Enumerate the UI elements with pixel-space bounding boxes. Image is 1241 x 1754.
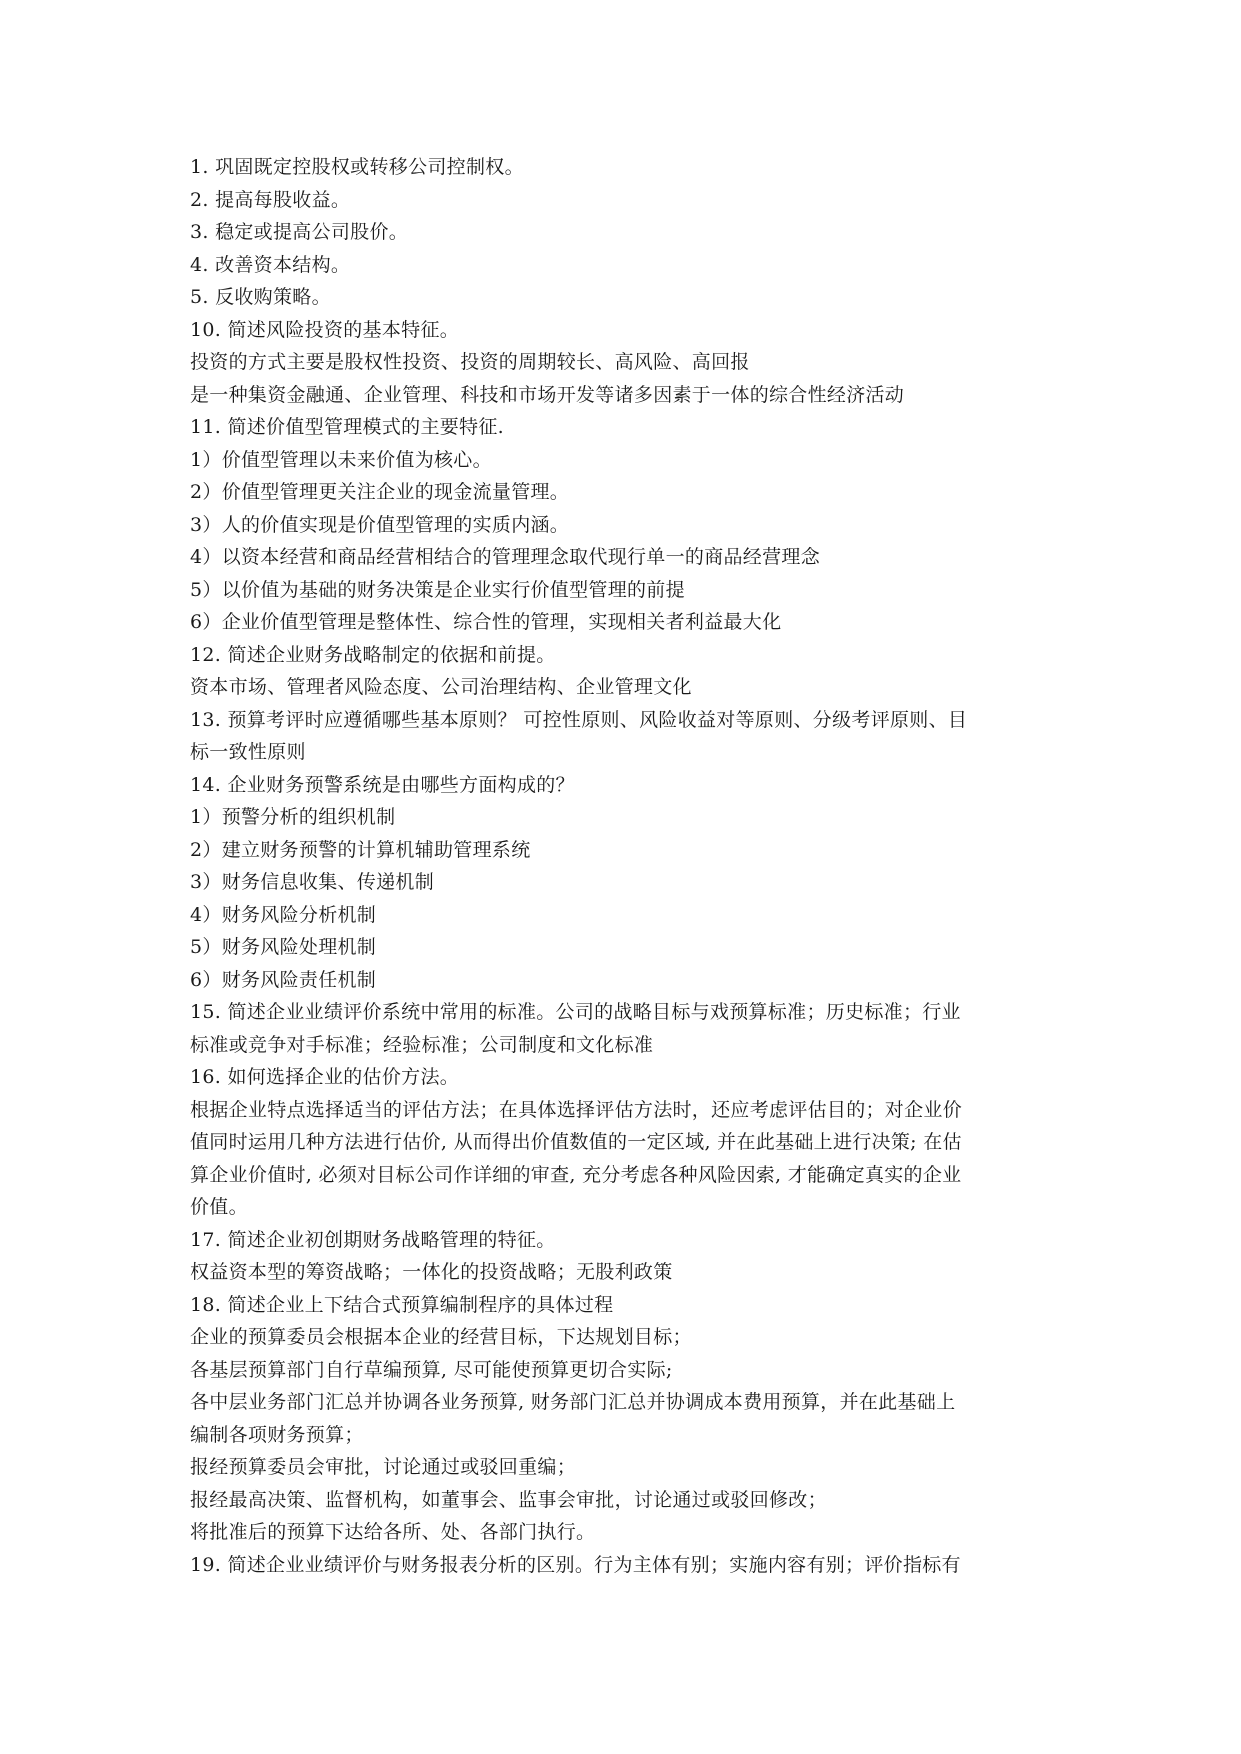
text-line: 5）以价值为基础的财务决策是企业实行价值型管理的前提 [190, 578, 685, 601]
question-heading: 17. 简述企业初创期财务战略管理的特征。 [190, 1228, 556, 1251]
text-line: 是一种集资金融通、企业管理、科技和市场开发等诸多因素于一体的综合性经济活动 [190, 383, 905, 406]
document-body [190, 151, 1062, 1581]
text-line: 价值。 [190, 1196, 248, 1218]
question-heading: 15. 简述企业业绩评价系统中常用的标准。公司的战略目标与戏预算标准；历史标准；行业 [190, 1001, 961, 1023]
text-line: 标准或竞争对手标准；经验标准；公司制度和文化标准 [190, 1033, 654, 1056]
text-line: 5. 反收购策略。 [190, 286, 331, 308]
text-line: 3）财务信息收集、传递机制 [190, 871, 434, 893]
text-line: 权益资本型的筹资战略；一体化的投资战略；无股利政策 [190, 1261, 673, 1283]
text-line: 标一致性原则 [190, 741, 306, 763]
text-line: 值同时运用几种方法进行估价, 从而得出价值数值的一定区域, 并在此基础上进行决策; 在估 [190, 1131, 962, 1153]
text-line: 1. 巩固既定控股权或转移公司控制权。 [190, 156, 524, 178]
text-line: 2）价值型管理更关注企业的现金流量管理。 [190, 481, 570, 503]
text-line: 资本市场、管理者风险态度、公司治理结构、企业管理文化 [190, 676, 692, 698]
text-line: 投资的方式主要是股权性投资、投资的周期较长、高风险、高回报 [190, 351, 750, 373]
text-line: 报经预算委员会审批，讨论通过或驳回重编； [190, 1456, 577, 1478]
question-heading: 16. 如何选择企业的估价方法。 [190, 1066, 460, 1088]
text-line: 4. 改善资本结构。 [190, 253, 351, 276]
text-line: 2. 提高每股收益。 [190, 188, 351, 211]
question-heading: 14. 企业财务预警系统是由哪些方面构成的？ [190, 773, 575, 796]
text-line: 算企业价值时, 必须对目标公司作详细的审查, 充分考虑各种风险因索, 才能确定真实的企业 [190, 1163, 962, 1186]
question-heading: 19. 简述企业业绩评价与财务报表分析的区别。行为主体有别；实施内容有别；评价指标有 [190, 1553, 961, 1576]
text-line: 1）预警分析的组织机制 [190, 806, 396, 828]
text-line: 6）企业价值型管理是整体性、综合性的管理，实现相关者利益最大化 [190, 611, 782, 633]
question-heading: 18. 简述企业上下结合式预算编制程序的具体过程 [190, 1293, 614, 1316]
text-line: 4）以资本经营和商品经营相结合的管理理念取代现行单一的商品经营理念 [190, 546, 820, 568]
question-heading: 10. 简述风险投资的基本特征。 [190, 318, 460, 341]
question-heading: 12. 简述企业财务战略制定的依据和前提。 [190, 643, 556, 666]
text-line: 将批准后的预算下达给各所、处、各部门执行。 [190, 1521, 596, 1543]
text-line: 3）人的价值实现是价值型管理的实质内涵。 [190, 513, 570, 536]
text-line: 1）价值型管理以未来价值为核心。 [190, 448, 492, 471]
text-line: 企业的预算委员会根据本企业的经营目标，下达规划目标； [190, 1326, 692, 1348]
text-line: 报经最高决策、监督机构，如董事会、监事会审批，讨论通过或驳回修改； [190, 1488, 827, 1511]
question-heading: 13. 预算考评时应遵循哪些基本原则？ 可控性原则、风险收益对等原则、分级考评原则、目 [190, 708, 968, 731]
text-line: 根据企业特点选择适当的评估方法；在具体选择评估方法时，还应考虑评估目的；对企业价 [190, 1098, 963, 1121]
text-line: 各基层预算部门自行草编预算, 尽可能使预算更切合实际; [190, 1358, 673, 1381]
text-line: 3. 稳定或提高公司股价。 [190, 221, 409, 243]
text-line: 4）财务风险分析机制 [190, 903, 377, 926]
text-line: 编制各项财务预算； [190, 1423, 364, 1446]
question-heading: 11. 简述价值型管理模式的主要特征. [190, 416, 504, 438]
text-line: 2）建立财务预警的计算机辅助管理系统 [190, 838, 531, 861]
text-line: 5）财务风险处理机制 [190, 936, 377, 958]
text-line: 6）财务风险责任机制 [190, 968, 377, 991]
text-line: 各中层业务部门汇总并协调各业务预算, 财务部门汇总并协调成本费用预算，并在此基础上 [190, 1391, 956, 1413]
